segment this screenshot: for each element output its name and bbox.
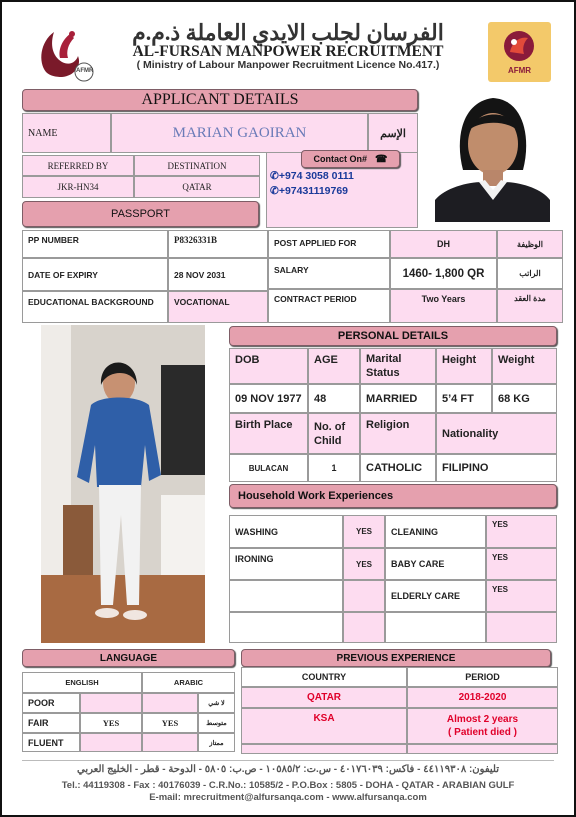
applicant-details-header: APPLICANT DETAILS — [22, 89, 418, 111]
previous-experience-header: PREVIOUS EXPERIENCE — [241, 649, 551, 667]
poor-label-arabic: لا شي — [198, 693, 235, 713]
english-column-label: ENGLISH — [22, 672, 142, 693]
contact-header — [301, 150, 400, 168]
nationality-value: FILIPINO — [436, 454, 557, 482]
marital-value: MARRIED — [360, 384, 436, 413]
name-label: NAME — [22, 113, 111, 153]
weight-label: Weight — [492, 348, 557, 384]
country-column-label: COUNTRY — [241, 667, 407, 687]
poor-label: POOR — [22, 693, 80, 713]
household-header — [229, 484, 557, 508]
name-value: MARIAN GAOIRAN — [111, 113, 368, 153]
contact-label: Contact On# — [313, 154, 368, 164]
household-empty-5 — [385, 612, 486, 643]
household-empty-6 — [486, 612, 557, 643]
expiry-label: DATE OF EXPIRY — [22, 258, 168, 291]
dob-label: DOB — [229, 348, 308, 384]
babycare-value: YES — [486, 548, 557, 580]
contract-label: CONTRACT PERIOD — [268, 289, 390, 323]
children-value: 1 — [308, 454, 360, 482]
destination-label: DESTINATION — [134, 155, 260, 176]
education-value: VOCATIONAL — [168, 291, 268, 323]
ironing-label: IRONING — [229, 548, 343, 580]
household-empty-3 — [229, 612, 343, 643]
phone-1-icon: ✆ — [270, 170, 279, 182]
company-english-name: AL-FURSAN MANPOWER RECRUITMENT — [132, 43, 444, 60]
referred-by-value: JKR-HN34 — [22, 176, 134, 198]
nationality-label: Nationality — [436, 413, 557, 454]
expiry-value: 28 NOV 2031 — [168, 258, 268, 291]
fluent-arabic — [142, 733, 198, 752]
company-logo-left — [32, 22, 98, 82]
company-licence: ( Ministry of Labour Manpower Recruitment Licence No.417.) — [136, 59, 440, 71]
footer-arabic-line: تليفون: ٤٤١١٩٣٠٨ - فاكس: ٤٠١٧٦٠٣٩ - س.ت: ١٠٥٨٥/٢ - ص.ب: ٥٨٠٥ - الدوحة - قطر - الخليج العربي — [77, 764, 499, 775]
previous-note-2: ( Patient died ) — [448, 727, 517, 738]
children-label: No. of Child — [308, 413, 360, 454]
pp-number-label: PP NUMBER — [22, 230, 168, 258]
salary-value: 1460- 1,800 QR — [390, 258, 497, 289]
personal-details-header: PERSONAL DETAILS — [229, 326, 557, 346]
company-logo-right — [488, 22, 551, 82]
post-label-arabic: الوظيفة — [497, 230, 563, 258]
passport-header: PASSPORT — [22, 201, 259, 227]
elderly-label: ELDERLY CARE — [385, 580, 486, 612]
contract-value: Two Years — [390, 289, 497, 323]
previous-period-2: Almost 2 years — [446, 714, 519, 725]
age-value: 48 — [308, 384, 360, 413]
fair-arabic: YES — [142, 713, 198, 733]
previous-empty-2 — [407, 744, 558, 754]
marital-label: Marital Status — [360, 348, 436, 384]
salary-label: SALARY — [268, 258, 390, 289]
household-empty-4 — [343, 612, 385, 643]
washing-value: YES — [343, 515, 385, 548]
post-value: DH — [390, 230, 497, 258]
phone-1[interactable]: ✆+974 3058 0111 — [270, 170, 354, 182]
fluent-label: FLUENT — [22, 733, 80, 752]
weight-value: 68 KG — [492, 384, 557, 413]
logo-text-left: AFMR — [76, 68, 94, 74]
footer-email-line[interactable]: E-mail: mrecruitment@alfursanqa.com - www.alfursanqa.com — [149, 792, 427, 803]
religion-label: Religion — [360, 413, 436, 454]
elderly-value: YES — [486, 580, 557, 612]
previous-country-2: KSA — [241, 708, 407, 744]
referred-by-label: REFERRED BY — [22, 155, 134, 176]
applicant-full-body-photo — [41, 325, 205, 643]
birthplace-label: Birth Place — [229, 413, 308, 454]
fluent-label-arabic: ممتاز — [198, 733, 235, 752]
name-label-arabic: الإسم — [368, 113, 418, 153]
period-column-label: PERIOD — [407, 667, 558, 687]
phone-2[interactable]: ✆+97431119769 — [270, 185, 349, 197]
salary-label-arabic: الراتب — [497, 258, 563, 289]
household-title: Household Work Experiences — [238, 490, 394, 502]
fluent-english — [80, 733, 142, 752]
applicant-portrait-photo — [435, 90, 550, 222]
household-empty-1 — [229, 580, 343, 612]
dob-value: 09 NOV 1977 — [229, 384, 308, 413]
pp-number-value: P8326331B — [168, 230, 268, 258]
destination-value: QATAR — [134, 176, 260, 198]
fair-label: FAIR — [22, 713, 80, 733]
poor-arabic — [142, 693, 198, 713]
phone-icon: ☎ — [375, 153, 388, 165]
company-arabic-name: الفرسان لجلب الايدي العاملة ذ.م.م — [132, 20, 444, 45]
household-empty-2 — [343, 580, 385, 612]
poor-english — [80, 693, 142, 713]
phone-2-icon: ✆ — [270, 185, 279, 197]
logo-text-right: AFMR — [507, 66, 532, 75]
babycare-label: BABY CARE — [385, 548, 486, 580]
post-label: POST APPLIED FOR — [268, 230, 390, 258]
religion-value: CATHOLIC — [360, 454, 436, 482]
cleaning-value: YES — [486, 515, 557, 548]
language-header: LANGUAGE — [22, 649, 235, 667]
fair-label-arabic: متوسط — [198, 713, 235, 733]
previous-country-1: QATAR — [241, 687, 407, 708]
washing-label: WASHING — [229, 515, 343, 548]
contract-label-arabic: مدة العقد — [497, 289, 563, 323]
arabic-column-label: ARABIC — [142, 672, 235, 693]
height-value: 5’4 FT — [436, 384, 492, 413]
previous-empty-1 — [241, 744, 407, 754]
height-label: Height — [436, 348, 492, 384]
ironing-value: YES — [343, 548, 385, 580]
birthplace-value: BULACAN — [229, 454, 308, 482]
previous-period-1: 2018-2020 — [407, 687, 558, 708]
footer-english-line: Tel.: 44119308 - Fax : 40176039 - C.R.No.: 10585/2 - P.O.Box : 5805 - DOHA - QATAR - ARABIAN GULF — [61, 780, 515, 791]
fair-english: YES — [80, 713, 142, 733]
footer-divider — [22, 760, 554, 761]
age-label: AGE — [308, 348, 360, 384]
cleaning-label: CLEANING — [385, 515, 486, 548]
education-label: EDUCATIONAL BACKGROUND — [22, 291, 168, 323]
previous-period-2-cell — [407, 708, 558, 744]
